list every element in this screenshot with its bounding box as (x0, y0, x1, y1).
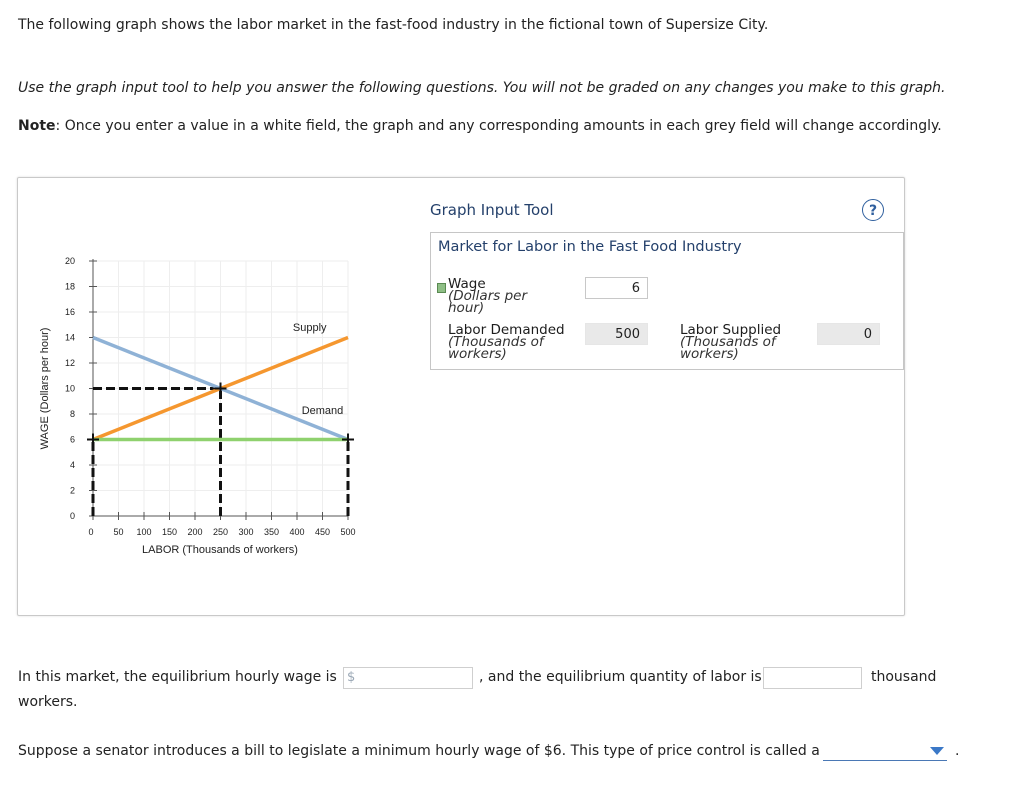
x-tick-label: 500 (340, 527, 356, 537)
wage-label: Wage (448, 276, 486, 292)
y-axis-label: WAGE (Dollars per hour) (39, 327, 51, 450)
y-tick-label: 14 (64, 332, 75, 343)
wage-input[interactable]: 6 (585, 277, 648, 299)
x-axis-label: LABOR (Thousands of workers) (142, 544, 298, 556)
question2-text: Suppose a senator introduces a bill to legislate a minimum hourly wage of $6. This type of price control is called a (18, 743, 820, 759)
question1-middle: , and the equilibrium quantity of labor is (479, 669, 762, 685)
demand-label: Demand (301, 405, 344, 417)
wage-label-group (448, 278, 548, 314)
x-tick-label: 150 (161, 527, 178, 537)
x-tick-label: 100 (136, 527, 152, 537)
x-tick-label: 200 (187, 527, 203, 537)
labor-demanded-unit: (Thousands of workers) (448, 334, 544, 362)
y-tick-label: 8 (69, 409, 75, 419)
x-tick-label: 50 (113, 527, 124, 537)
wage-unit: (Dollars per hour) (448, 288, 527, 316)
labor-demanded-value: 500 (585, 323, 648, 345)
equilibrium-wage-input[interactable] (343, 667, 473, 689)
x-tick-label: 250 (212, 527, 229, 537)
x-tick-label: 350 (263, 527, 280, 537)
supply-label: Supply (292, 322, 327, 335)
graph-input-tool-title: Graph Input Tool (430, 201, 554, 219)
graph-input-tool-subtitle: Market for Labor in the Fast Food Industry (438, 239, 742, 255)
y-tick-label: 20 (64, 256, 75, 266)
y-tick-label: 6 (69, 434, 75, 445)
x-tick-label: 300 (238, 527, 254, 537)
y-tick-label: 18 (64, 281, 75, 292)
question1-prefix: In this market, the equilibrium hourly wage is (18, 669, 337, 685)
help-icon[interactable]: ? (862, 199, 884, 221)
x-tick-label: 450 (314, 527, 331, 537)
dollar-sign: $ (347, 670, 356, 685)
y-tick-label: 10 (64, 383, 75, 394)
y-tick-label: 12 (64, 358, 75, 368)
question1-suffix-line2: workers. (18, 694, 78, 710)
labor-supplied-unit: (Thousands of workers) (680, 334, 776, 362)
y-tick-label: 4 (69, 460, 75, 470)
y-tick-label: 2 (69, 485, 75, 496)
labor-supplied-value: 0 (817, 323, 880, 345)
question1-suffix: thousand (871, 669, 937, 685)
wage-legend-swatch (437, 283, 446, 293)
labor-supplied-label: Labor Supplied (680, 322, 782, 338)
note-body: : Once you enter a value in a white field, the graph and any corresponding amounts in each grey field will change accordingly. (55, 118, 942, 134)
y-tick-label: 16 (64, 307, 75, 317)
y-tick-label: 0 (69, 511, 75, 521)
note-text (18, 118, 942, 134)
labor-demanded-label: Labor Demanded (448, 322, 565, 338)
note-label: Note (18, 118, 56, 134)
price-control-dropdown[interactable] (823, 741, 947, 761)
equilibrium-quantity-input[interactable] (763, 667, 862, 689)
labor-demanded-group (448, 324, 565, 360)
labor-supplied-group (680, 324, 795, 360)
x-tick-label: 400 (289, 527, 305, 537)
chevron-down-icon (930, 747, 944, 755)
intro-text: The following graph shows the labor market in the fast-food industry in the fictional town of Supersize City. (18, 17, 769, 33)
instructions-text: Use the graph input tool to help you answer the following questions. You will not be graded on any changes you make to this graph. (18, 80, 946, 96)
x-tick-label: 0 (88, 527, 94, 537)
labor-market-chart[interactable] (30, 245, 370, 570)
question2-period: . (955, 743, 960, 759)
